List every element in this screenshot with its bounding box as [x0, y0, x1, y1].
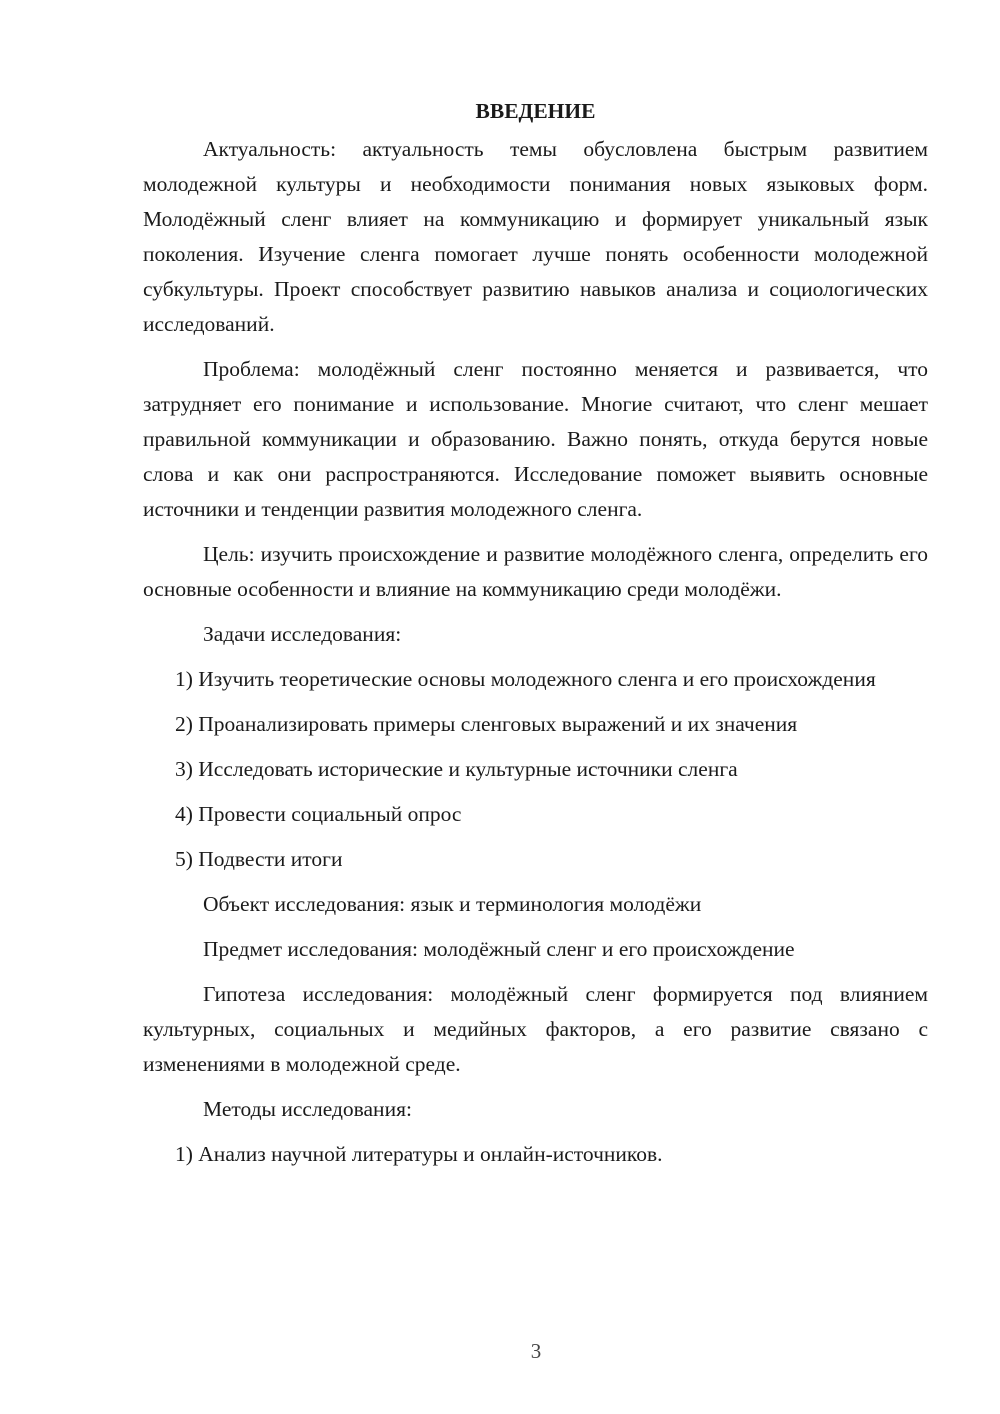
task-item-5: 5) Подвести итоги: [175, 847, 343, 871]
object-paragraph: Объект исследования: язык и терминология молодёжи: [203, 892, 702, 916]
page-number: 3: [530, 1339, 542, 1363]
section-heading: ВВЕДЕНИЕ: [475, 99, 596, 123]
method-item-1: 1) Анализ научной литературы и онлайн-источников.: [175, 1142, 663, 1166]
task-item-4: 4) Провести социальный опрос: [175, 802, 462, 826]
methods-label: Методы исследования:: [203, 1097, 412, 1121]
tasks-label: Задачи исследования:: [203, 622, 402, 646]
subject-paragraph: Предмет исследования: молодёжный сленг и его происхождение: [203, 937, 795, 961]
task-item-2: 2) Проанализировать примеры сленговых выражений и их значения: [175, 712, 798, 736]
task-item-1: 1) Изучить теоретические основы молодежного сленга и его происхождения: [175, 667, 876, 691]
relevance-paragraph: Актуальность: актуальность темы обусловлена быстрым развитием молодежной культуры и необходимости понимания новых языковых форм. Молодёжный сленг влияет на коммуникацию и формирует уникальный язык поколения. Изучение сленга помогает лучше понять особенности молодежной субкультуры. Проект способствует развитию навыков анализа и социологических исследований.: [143, 137, 928, 336]
hypothesis-paragraph: Гипотеза исследования: молодёжный сленг формируется под влиянием культурных, социальных и медийных факторов, а его развитие связано с изменениями в молодежной среде.: [143, 982, 928, 1076]
task-item-3: 3) Исследовать исторические и культурные источники сленга: [175, 757, 738, 781]
problem-paragraph: Проблема: молодёжный сленг постоянно меняется и развивается, что затрудняет его понимание и использование. Многие считают, что сленг мешает правильной коммуникации и образованию. Важно понять, откуда берутся новые слова и как они распространяются. Исследование поможет выявить основные источники и тенденции развития молодежного сленга.: [143, 357, 928, 521]
goal-paragraph: Цель: изучить происхождение и развитие молодёжного сленга, определить его основные особенности и влияние на коммуникацию среди молодёжи.: [143, 542, 928, 601]
page-content: [143, 93, 928, 1182]
